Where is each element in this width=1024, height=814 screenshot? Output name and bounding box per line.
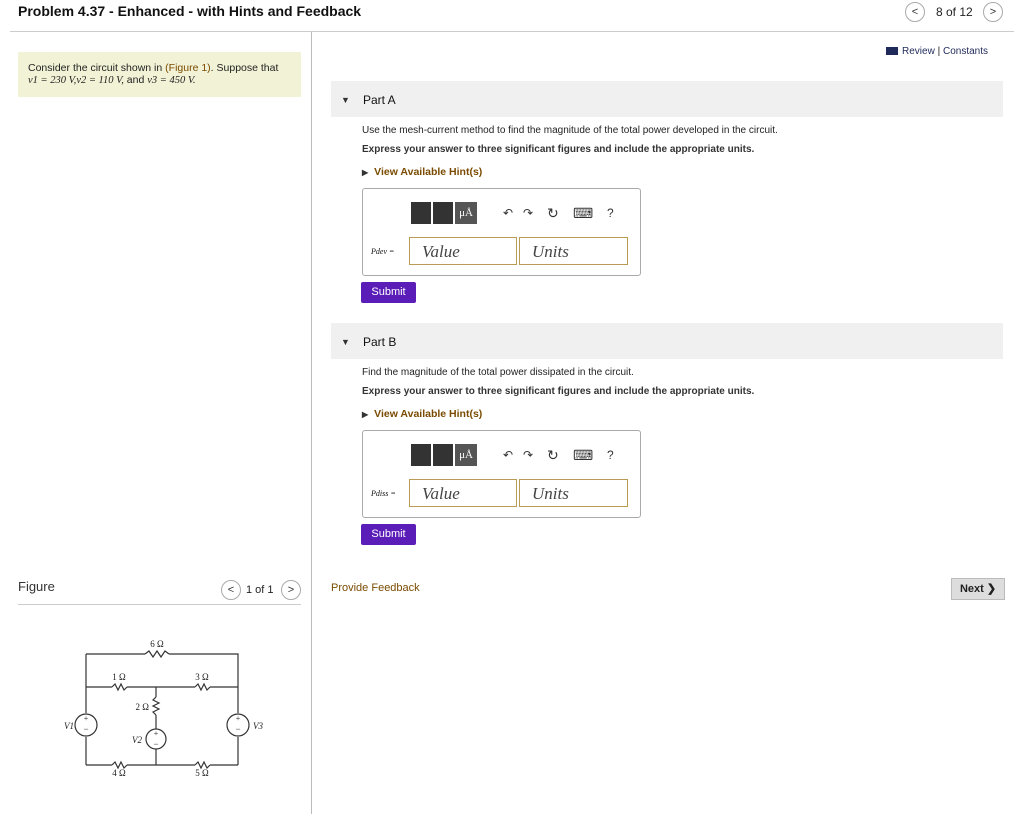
reset-icon[interactable]: ↻	[547, 205, 559, 221]
part-b-hint-link[interactable]	[362, 408, 482, 420]
part-a-header[interactable]	[331, 81, 1003, 117]
units-symbol-button[interactable]: μÅ	[455, 202, 477, 224]
r4-label: 4 Ω	[112, 768, 126, 778]
review-separator: |	[937, 46, 941, 57]
svg-text:+: +	[83, 714, 89, 723]
review-link[interactable]: Review	[902, 46, 935, 57]
next-problem-button[interactable]: >	[983, 2, 1003, 22]
part-a-hint-link[interactable]	[362, 166, 482, 178]
circuit-diagram	[50, 635, 290, 785]
v2-value: v2 = 110 V,	[76, 75, 124, 86]
figure-link[interactable]: (Figure 1)	[165, 62, 211, 74]
matrix-icon[interactable]	[433, 444, 453, 466]
svg-text:−: −	[235, 724, 241, 734]
part-b-header[interactable]	[331, 323, 1003, 359]
v1-source-label: V1	[64, 721, 74, 731]
pdiss-label: Pdiss =	[371, 489, 396, 498]
v2-source-label: V2	[132, 735, 142, 745]
problem-text-2: . Suppose that	[210, 62, 279, 74]
svg-text:+: +	[153, 729, 159, 738]
page-title: Problem 4.37 - Enhanced - with Hints and Feedback	[18, 3, 362, 19]
part-a-label: Part A	[363, 93, 396, 107]
undo-icon[interactable]: ↶	[503, 206, 514, 220]
undo-icon[interactable]: ↶	[503, 448, 514, 462]
help-icon[interactable]: ?	[607, 448, 614, 462]
part-b-answer-box	[362, 430, 641, 518]
keyboard-icon[interactable]: ⌨	[573, 205, 594, 221]
r6-label: 6 Ω	[150, 639, 164, 649]
collapse-triangle-icon: ▼	[341, 337, 350, 347]
problem-pager: 8 of 12	[936, 5, 973, 19]
part-b-question: Find the magnitude of the total power dissipated in the circuit.	[362, 367, 634, 378]
template-icon[interactable]	[411, 444, 431, 466]
value-input[interactable]: Value	[409, 237, 517, 265]
v1-value: v1 = 230 V,	[28, 75, 77, 86]
part-a-submit-button[interactable]: Submit	[361, 282, 416, 303]
part-b-instruction: Express your answer to three significant figures and include the appropriate units.	[362, 386, 755, 397]
r2-label: 2 Ω	[135, 702, 149, 712]
keyboard-icon[interactable]: ⌨	[573, 447, 594, 463]
next-button[interactable]: Next ❯	[951, 578, 1005, 600]
v3-value: v3 = 450 V.	[147, 75, 196, 86]
part-b-hint-label: View Available Hint(s)	[374, 408, 483, 420]
svg-text:−: −	[153, 739, 159, 749]
and-text: and	[123, 74, 148, 86]
part-a-answer-box	[362, 188, 641, 276]
figure-pager: 1 of 1	[246, 584, 274, 596]
pdev-label: Pdev =	[371, 247, 395, 256]
units-input[interactable]: Units	[519, 479, 628, 507]
figure-next-button[interactable]: >	[281, 580, 301, 600]
problem-statement	[18, 52, 301, 97]
hint-triangle-icon: ▶	[362, 168, 369, 177]
svg-text:+: +	[235, 714, 241, 723]
column-divider	[311, 32, 312, 814]
redo-icon[interactable]: ↷	[523, 206, 534, 220]
v3-source-label: V3	[253, 721, 263, 731]
part-b-submit-button[interactable]: Submit	[361, 524, 416, 545]
provide-feedback-link[interactable]: Provide Feedback	[331, 582, 420, 594]
book-icon	[886, 47, 898, 55]
r3-label: 3 Ω	[195, 672, 209, 682]
r1-label: 1 Ω	[112, 672, 126, 682]
value-input[interactable]: Value	[409, 479, 517, 507]
figure-divider	[18, 604, 301, 605]
svg-text:−: −	[83, 724, 89, 734]
units-symbol-button[interactable]: μÅ	[455, 444, 477, 466]
collapse-triangle-icon: ▼	[341, 95, 350, 105]
hint-triangle-icon: ▶	[362, 410, 369, 419]
template-icon[interactable]	[411, 202, 431, 224]
redo-icon[interactable]: ↷	[523, 448, 534, 462]
review-constants	[886, 46, 988, 57]
part-a-question: Use the mesh-current method to find the magnitude of the total power developed in the circuit.	[362, 125, 778, 136]
part-b-label: Part B	[363, 335, 397, 349]
figure-prev-button[interactable]: <	[221, 580, 241, 600]
figure-label: Figure	[18, 579, 55, 594]
units-input[interactable]: Units	[519, 237, 628, 265]
prev-problem-button[interactable]: <	[905, 2, 925, 22]
part-a-hint-label: View Available Hint(s)	[374, 166, 483, 178]
help-icon[interactable]: ?	[607, 206, 614, 220]
reset-icon[interactable]: ↻	[547, 447, 559, 463]
problem-text-1: Consider the circuit shown in	[28, 62, 166, 74]
part-a-instruction: Express your answer to three significant figures and include the appropriate units.	[362, 144, 755, 155]
matrix-icon[interactable]	[433, 202, 453, 224]
constants-link[interactable]: Constants	[942, 46, 988, 57]
header-divider	[10, 31, 1014, 32]
r5-label: 5 Ω	[195, 768, 209, 778]
